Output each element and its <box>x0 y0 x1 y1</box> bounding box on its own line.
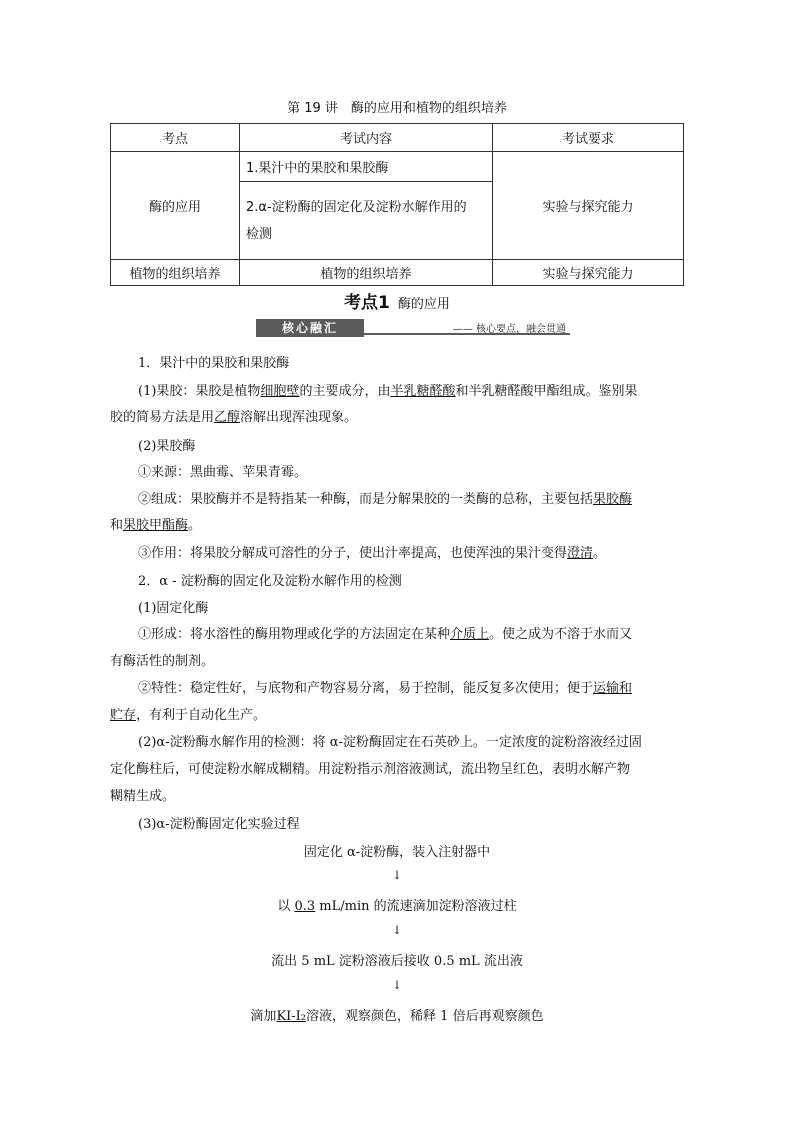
underlined-answer: 果胶甲酯酶 <box>123 518 189 533</box>
content-line: 2.α-淀粉酶的固定化及淀粉水解作用的 <box>246 199 467 215</box>
content-line: 检测 <box>246 226 273 242</box>
flow-step-4 <box>110 1005 684 1024</box>
paragraph-line: (2)果胶酶 <box>138 439 196 454</box>
text: mL/min 的流速滴加淀粉溶液过柱 <box>315 899 517 914</box>
table-header-content: 考试内容 <box>240 124 493 152</box>
paragraph-line <box>110 380 712 399</box>
text: ②组成：果胶酶并不是特指某一种酶，而是分解果胶的一类酶的总称，主要包括 <box>138 492 594 507</box>
underlined-answer: 0.3 <box>294 899 316 914</box>
flow-arrow-icon: ↓ <box>391 978 403 992</box>
table-cell-content: 植物的组织培养 <box>240 260 493 286</box>
paragraph-line <box>110 623 712 642</box>
text: 。使之成为不溶于水而又 <box>489 627 633 642</box>
paragraph-line: 定化酶柱后，可使淀粉水解成糊精。用淀粉指示剂溶液测试，流出物呈红色，表明水解产物 <box>110 762 631 777</box>
text: 。 <box>593 546 607 561</box>
section-name: 酶的应用 <box>397 297 450 312</box>
flow-step-1: 固定化 α-淀粉酶，装入注射器中 <box>303 845 491 860</box>
underlined-answer: 果胶酶 <box>593 492 633 507</box>
underlined-answer: 运输和 <box>593 681 633 696</box>
text: 的主要成分，由 <box>299 384 391 399</box>
table-row <box>111 152 684 182</box>
text: ①形成：将水溶性的酶用物理或化学的方法固定在某种 <box>138 627 451 642</box>
table-cell-content: 1.果汁中的果胶和果胶酶 <box>240 152 493 182</box>
paragraph-line <box>110 677 712 696</box>
text: 。 <box>188 518 202 533</box>
text: ，有利于自动化生产。 <box>136 708 267 723</box>
paragraph-line <box>110 406 684 425</box>
table-cell-content <box>240 182 493 260</box>
section-number: 考点1 <box>344 293 390 313</box>
table-cell-topic: 植物的组织培养 <box>111 260 240 286</box>
flow-arrow-icon: ↓ <box>391 923 403 937</box>
heading-1: 1．果汁中的果胶和果胶酶 <box>138 356 290 371</box>
paragraph-line: (2)α-淀粉酶水解作用的检测：将 α-淀粉酶固定在石英砂上。一定浓度的淀粉溶液经过固 <box>138 735 642 750</box>
underlined-answer: 介质上 <box>450 627 490 642</box>
underlined-answer: 细胞壁 <box>260 384 300 399</box>
underlined-answer: 半乳糖醛酸 <box>390 384 456 399</box>
paragraph-line: (1)固定化酶 <box>138 601 209 616</box>
text: 滴加 <box>250 1009 277 1024</box>
paragraph-line <box>110 514 684 533</box>
banner-label: 核心融汇 <box>256 319 364 337</box>
underlined-answer: KI-I₂ <box>276 1009 307 1024</box>
text: ③作用：将果胶分解成可溶性的分子，使出汁率提高，也使浑浊的果汁变得 <box>138 546 568 561</box>
text: 和 <box>110 518 124 533</box>
core-summary-banner <box>256 319 570 337</box>
underlined-answer: 乙醇 <box>214 410 241 425</box>
table-header-requirement: 考试要求 <box>493 124 684 152</box>
banner-subtitle: —— 核心要点，融会贯通 <box>452 324 566 335</box>
paragraph-line: ①来源：黑曲霉、苹果青霉。 <box>138 465 308 480</box>
paragraph-line: (3)α-淀粉酶固定化实验过程 <box>138 817 300 832</box>
underlined-answer: 澄清 <box>567 546 594 561</box>
text: (1)果胶：果胶是植物 <box>138 384 261 399</box>
paragraph-line: 有酶活性的制剂。 <box>110 654 215 669</box>
table-cell-topic: 酶的应用 <box>111 152 240 260</box>
flow-step-3: 流出 5 mL 淀粉溶液后接收 0.5 mL 流出液 <box>271 954 523 969</box>
table-cell-requirement: 实验与探究能力 <box>493 152 684 260</box>
lecture-title: 第 19 讲 酶的应用和植物的组织培养 <box>287 101 507 116</box>
text: 溶解出现浑浊现象。 <box>240 410 358 425</box>
text: 胶的简易方法是用 <box>110 410 215 425</box>
section-heading <box>0 288 794 313</box>
flow-step-2 <box>110 895 684 914</box>
text: ②特性：稳定性好，与底物和产物容易分离，易于控制，能反复多次使用；便于 <box>138 681 594 696</box>
flow-arrow-icon: ↓ <box>391 868 403 882</box>
table-row <box>111 260 684 286</box>
paragraph-line: 糊精生成。 <box>110 789 176 804</box>
text: 和半乳糖醛酸甲酯组成。鉴别果 <box>455 384 638 399</box>
paragraph-line <box>110 704 684 723</box>
text: 以 <box>277 899 295 914</box>
text: 溶液，观察颜色，稀释 1 倍后再观察颜色 <box>306 1009 544 1024</box>
underlined-answer: 贮存 <box>110 708 137 723</box>
table-header-topic: 考点 <box>111 124 240 152</box>
paragraph-line <box>110 488 712 507</box>
table-cell-requirement: 实验与探究能力 <box>493 260 684 286</box>
syllabus-table <box>110 123 684 286</box>
paragraph-line <box>110 542 712 561</box>
table-header-row <box>111 124 684 152</box>
heading-2: 2．α - 淀粉酶的固定化及淀粉水解作用的检测 <box>138 574 402 589</box>
